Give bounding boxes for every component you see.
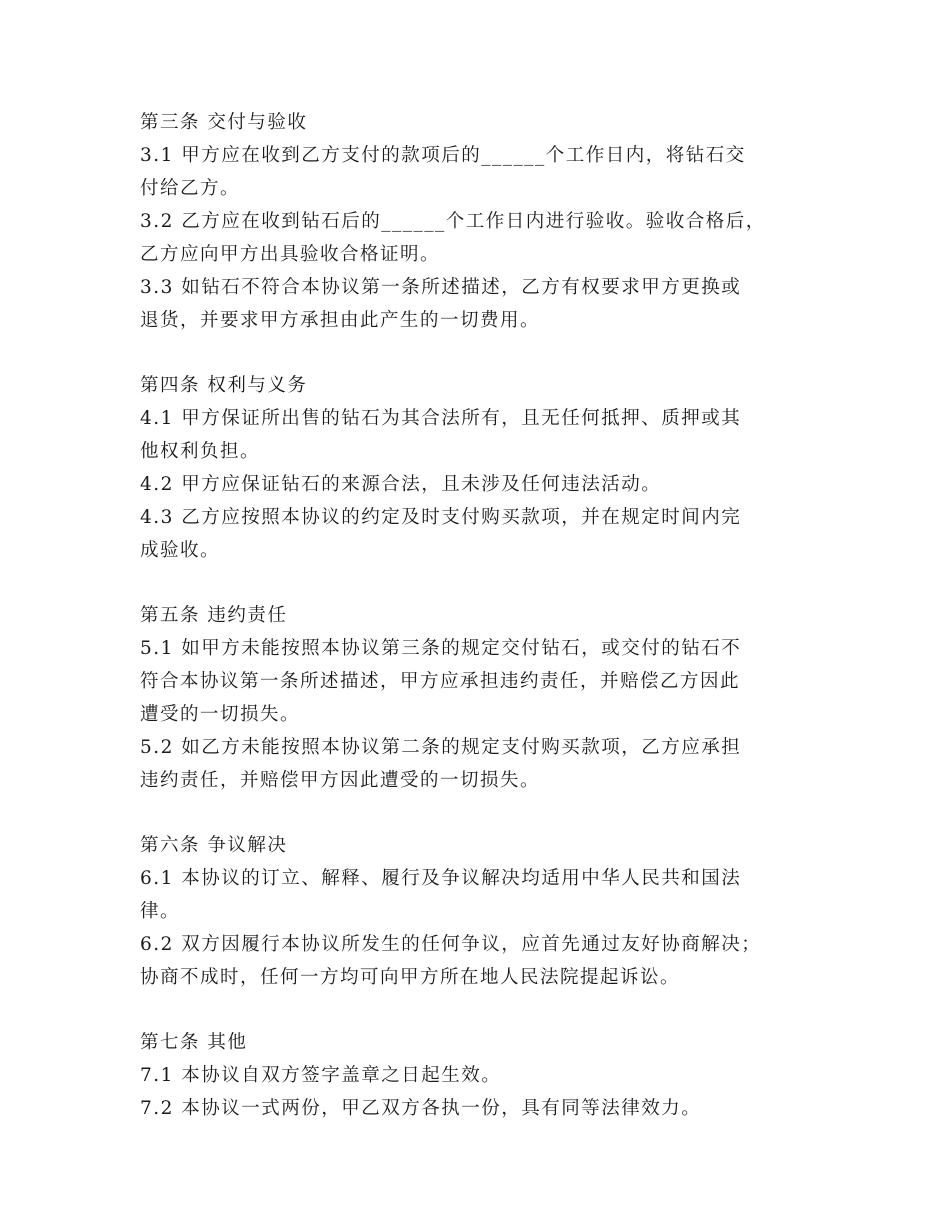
article-3-line: 乙方应向甲方出具验收合格证明。 [140, 244, 441, 265]
article-5-line: 5.2 如乙方未能按照本协议第二条的规定支付购买款项，乙方应承担 [140, 737, 742, 758]
article-5-section [140, 599, 840, 797]
article-5-heading: 第五条 违约责任 [140, 605, 288, 626]
article-7-heading: 第七条 其他 [140, 1032, 248, 1053]
article-4-line: 成验收。 [140, 540, 221, 561]
article-5-line: 符合本协议第一条所述描述，甲方应承担违约责任，并赔偿乙方因此 [140, 671, 741, 692]
article-4-heading: 第四条 权利与义务 [140, 375, 308, 396]
article-3-line: 付给乙方。 [140, 178, 241, 199]
article-5-line: 遭受的一切损失。 [140, 704, 301, 725]
article-6-heading: 第六条 争议解决 [140, 835, 288, 856]
article-4-line: 4.1 甲方保证所出售的钻石为其合法所有，且无任何抵押、质押或其 [140, 408, 742, 429]
article-7-section [140, 1026, 840, 1125]
article-5-line: 违约责任，并赔偿甲方因此遭受的一切损失。 [140, 770, 541, 791]
article-3-line: 退货，并要求甲方承担由此产生的一切费用。 [140, 310, 541, 331]
article-4-section [140, 369, 840, 567]
article-3-line: 3.3 如钻石不符合本协议第一条所述描述，乙方有权要求甲方更换或 [140, 277, 742, 298]
article-7-line: 7.2 本协议一式两份，甲乙双方各执一份，具有同等法律效力。 [140, 1098, 702, 1119]
article-6-line: 6.2 双方因履行本协议所发生的任何争议，应首先通过友好协商解决； [140, 934, 762, 955]
article-3-line: 3.2 乙方应在收到钻石后的______个工作日内进行验收。验收合格后， [140, 211, 766, 232]
article-4-line: 他权利负担。 [140, 441, 261, 462]
article-6-section [140, 829, 840, 994]
article-5-line: 5.1 如甲方未能按照本协议第三条的规定交付钻石，或交付的钻石不 [140, 638, 742, 659]
document-page [140, 106, 840, 1125]
article-6-line: 6.1 本协议的订立、解释、履行及争议解决均适用中华人民共和国法 [140, 868, 742, 889]
article-4-line: 4.3 乙方应按照本协议的约定及时支付购买款项，并在规定时间内完 [140, 507, 742, 528]
article-6-line: 协商不成时，任何一方均可向甲方所在地人民法院提起诉讼。 [140, 967, 681, 988]
article-3-line: 3.1 甲方应在收到乙方支付的款项后的______个工作日内，将钻石交 [140, 145, 746, 166]
article-3-heading: 第三条 交付与验收 [140, 112, 308, 133]
article-4-line: 4.2 甲方应保证钻石的来源合法，且未涉及任何违法活动。 [140, 474, 662, 495]
article-3-section [140, 106, 840, 337]
article-6-line: 律。 [140, 901, 181, 922]
article-7-line: 7.1 本协议自双方签字盖章之日起生效。 [140, 1065, 502, 1086]
